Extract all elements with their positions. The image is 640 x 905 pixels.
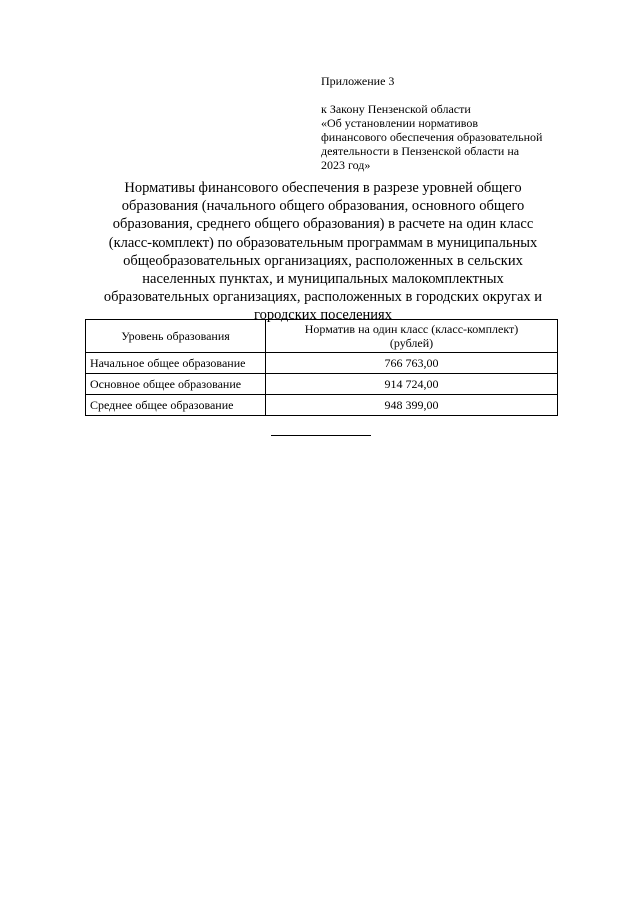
norms-table — [85, 319, 558, 416]
header-norm — [266, 320, 558, 353]
appendix-header — [321, 74, 571, 172]
document-title — [80, 179, 566, 325]
title-line: образовательных организациях, расположенных в городских округах и — [103, 289, 543, 306]
header-level: Уровень образования — [86, 320, 266, 353]
header-norm-line1: Норматив на один класс (класс-комплект) — [304, 322, 519, 336]
end-divider — [271, 435, 371, 436]
table-row — [86, 395, 558, 416]
row-level: Основное общее образование — [86, 374, 266, 395]
title-line: (класс-комплект) по образовательным программам в муниципальных — [108, 234, 538, 251]
appendix-label: Приложение 3 — [321, 74, 395, 88]
header-norm-line2: (рублей) — [389, 336, 434, 350]
appendix-line: к Закону Пензенской области — [321, 102, 471, 116]
table-row — [86, 353, 558, 374]
title-line: населенных пунктах, и муниципальных малокомплектных — [142, 271, 504, 288]
title-line: городских поселениях — [254, 307, 392, 324]
appendix-line: деятельности в Пензенской области на — [321, 144, 520, 158]
appendix-line: финансового обеспечения образовательной — [321, 130, 543, 144]
row-value: 948 399,00 — [266, 395, 558, 416]
appendix-line: 2023 год» — [321, 158, 371, 172]
row-level: Среднее общее образование — [86, 395, 266, 416]
row-value: 766 763,00 — [266, 353, 558, 374]
row-level: Начальное общее образование — [86, 353, 266, 374]
title-line: образования (начального общего образования, основного общего — [121, 198, 525, 215]
appendix-line: «Об установлении нормативов — [321, 116, 479, 130]
table-row — [86, 374, 558, 395]
row-value: 914 724,00 — [266, 374, 558, 395]
title-line: Нормативы финансового обеспечения в разрезе уровней общего — [124, 180, 522, 196]
table-header-row — [86, 320, 558, 353]
title-line: общеобразовательных организациях, расположенных в сельских — [123, 252, 523, 269]
title-line: образования, среднего общего образования) в расчете на один класс — [112, 216, 534, 233]
